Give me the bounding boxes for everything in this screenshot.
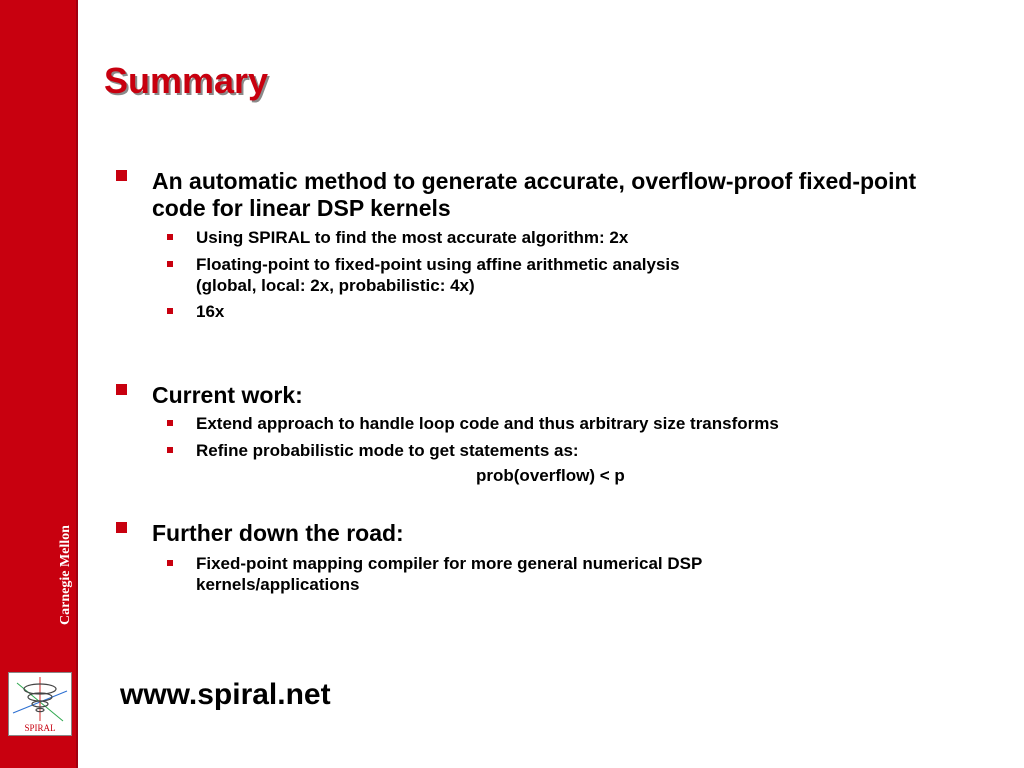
list-item: Fixed-point mapping compiler for more general numerical DSP kernels/applications	[196, 554, 703, 594]
sidebar-divider	[76, 0, 78, 768]
sidebar	[0, 0, 78, 768]
list-item: 16x	[196, 302, 225, 321]
list-item: Refine probabilistic mode to get statements as:	[196, 441, 579, 460]
spiral-logo-icon	[9, 673, 71, 735]
formula-line: prob(overflow) < p	[476, 466, 625, 485]
slide-title: Summary	[104, 60, 269, 101]
logo-label: SPIRAL	[24, 723, 56, 733]
bullet-marker	[116, 384, 127, 395]
spiral-logo	[8, 672, 72, 736]
list-item: Extend approach to handle loop code and thus arbitrary size transforms	[196, 414, 779, 433]
bullet-marker	[116, 522, 127, 533]
institution-label: Carnegie Mellon	[58, 525, 73, 625]
bullet-marker	[167, 560, 173, 566]
list-item-continuation: (global, local: 2x, probabilistic: 4x)	[196, 276, 475, 295]
bullet-marker	[167, 261, 173, 267]
bullet-marker	[167, 420, 173, 426]
bullet-marker	[167, 308, 173, 314]
list-item: Floating-point to fixed-point using affine arithmetic analysis	[196, 255, 680, 274]
website-link[interactable]: www.spiral.net	[120, 678, 331, 711]
section-heading: An automatic method to generate accurate, overflow-proof fixed-point code for linear DSP kernels	[152, 168, 917, 221]
bullet-marker	[116, 170, 127, 181]
list-item: Using SPIRAL to find the most accurate algorithm: 2x	[196, 228, 629, 247]
section-heading: Current work:	[152, 382, 303, 408]
section-heading: Further down the road:	[152, 520, 404, 546]
bullet-marker	[167, 447, 173, 453]
bullet-marker	[167, 234, 173, 240]
